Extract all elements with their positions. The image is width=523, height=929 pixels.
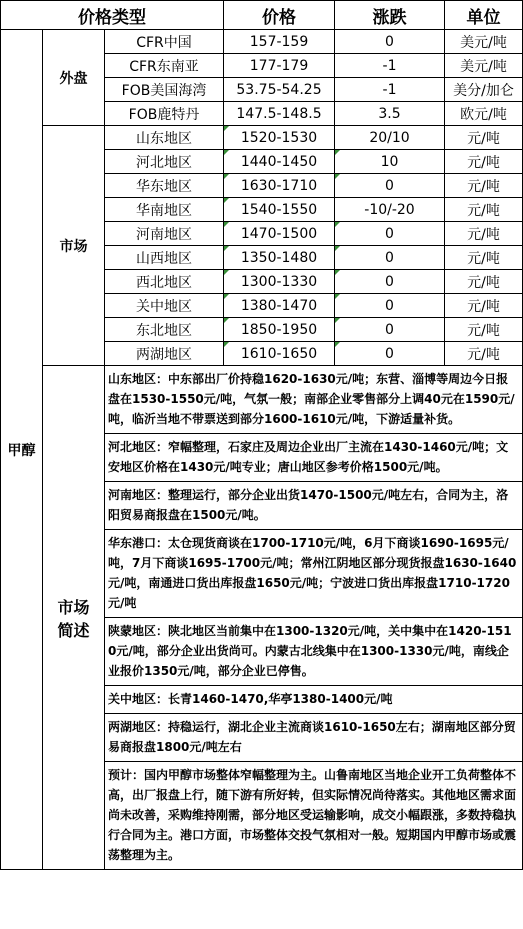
row-unit: 元/吨 [445,246,523,270]
row-price: 53.75-54.25 [224,78,335,102]
group-label-waipan: 外盘 [43,30,105,126]
row-price: 1630-1710 [224,174,335,198]
row-unit: 元/吨 [445,174,523,198]
row-name: FOB美国海湾 [105,78,224,102]
group-label-jianshu [43,366,105,870]
row-name: 关中地区 [105,294,224,318]
row-price: 1850-1950 [224,318,335,342]
table-row [1,126,523,150]
row-price: 1540-1550 [224,198,335,222]
row-unit: 元/吨 [445,126,523,150]
row-name: 河北地区 [105,150,224,174]
note-hebei: 河北地区：窄幅整理，石家庄及周边企业出厂主流在1430-1460元/吨；文安地区价格在1430元/吨专业；唐山地区参考价格1500元/吨。 [105,434,523,482]
row-change: 0 [335,342,445,366]
row-change: 0 [335,270,445,294]
jianshu-label-line2: 简述 [57,620,90,640]
row-change: -1 [335,78,445,102]
note-guanzhong: 关中地区：长青1460-1470,华亭1380-1400元/吨 [105,686,523,714]
row-unit: 元/吨 [445,342,523,366]
row-change: 0 [335,294,445,318]
row-name: 两湖地区 [105,342,224,366]
row-change: -1 [335,54,445,78]
row-price: 1300-1330 [224,270,335,294]
note-henan: 河南地区：整理运行，部分企业出货1470-1500元/吨左右，合同为主，洛阳贸易商报盘在1500元/吨。 [105,482,523,530]
row-change: 0 [335,246,445,270]
header-price: 价格 [224,1,335,30]
row-unit: 元/吨 [445,294,523,318]
note-shandong: 山东地区：中东部出厂价持稳1620-1630元/吨；东营、淄博等周边今日报盘在1530-1550元/吨，气氛一般；南部企业零售部分上调40元在1590元/吨，临沂当地不带票送到部分1600-1610元/吨，下游适量补货。 [105,366,523,434]
row-price: 177-179 [224,54,335,78]
row-name: 东北地区 [105,318,224,342]
row-change: 3.5 [335,102,445,126]
row-price: 1440-1450 [224,150,335,174]
note-shaanmeng: 陕蒙地区：陕北地区当前集中在1300-1320元/吨，关中集中在1420-1510元/吨，部分企业出货尚可。内蒙古北线集中在1300-1330元/吨，南线企业报价1350元/吨，部分企业已停售。 [105,618,523,686]
row-price: 1380-1470 [224,294,335,318]
row-unit: 美元/吨 [445,54,523,78]
product-label: 甲醇 [1,30,43,870]
row-unit: 美元/吨 [445,30,523,54]
row-name: CFR中国 [105,30,224,54]
row-change: -10/-20 [335,198,445,222]
row-change: 10 [335,150,445,174]
row-price: 157-159 [224,30,335,54]
row-unit: 元/吨 [445,270,523,294]
note-forecast: 预计：国内甲醇市场整体窄幅整理为主。山鲁南地区当地企业开工负荷整体不高，出厂报盘上行，随下游有所好转，但实际情况尚待落实。其他地区需求面尚未改善，采购维持刚需，部分地区受运输影响，成交小幅跟涨，多数持稳执行合同为主。港口方面，市场整体交投气氛相对一般。短期国内甲醇市场或震荡整理为主。 [105,762,523,870]
row-change: 20/10 [335,126,445,150]
row-name: 河南地区 [105,222,224,246]
row-price: 1610-1650 [224,342,335,366]
row-price: 1350-1480 [224,246,335,270]
row-unit: 元/吨 [445,198,523,222]
header-unit: 单位 [445,1,523,30]
jianshu-label-line1: 市场 [57,597,90,617]
header-change: 涨跌 [335,1,445,30]
row-unit: 美分/加仑 [445,78,523,102]
row-name: 山东地区 [105,126,224,150]
row-unit: 元/吨 [445,150,523,174]
header-row [1,1,523,30]
row-unit: 欧元/吨 [445,102,523,126]
note-lianghu: 两湖地区：持稳运行，湖北企业主流商谈1610-1650左右；湖南地区部分贸易商报盘1800元/吨左右 [105,714,523,762]
row-change: 0 [335,174,445,198]
row-unit: 元/吨 [445,222,523,246]
row-change: 0 [335,318,445,342]
row-price: 147.5-148.5 [224,102,335,126]
note-row [1,366,523,434]
row-change: 0 [335,30,445,54]
row-price: 1520-1530 [224,126,335,150]
row-name: 西北地区 [105,270,224,294]
row-unit: 元/吨 [445,318,523,342]
row-name: FOB鹿特丹 [105,102,224,126]
group-label-shichang: 市场 [43,126,105,366]
row-price: 1470-1500 [224,222,335,246]
row-name: CFR东南亚 [105,54,224,78]
table-row [1,30,523,54]
row-name: 华东地区 [105,174,224,198]
row-name: 山西地区 [105,246,224,270]
row-name: 华南地区 [105,198,224,222]
header-type: 价格类型 [1,1,224,30]
note-huadong-port: 华东港口：太仓现货商谈在1700-1710元/吨，6月下商谈1690-1695元/吨，7月下商谈1695-1700元/吨；常州江阴地区部分现货报盘1630-1640元/吨，南通进口货出库报盘1650元/吨；宁波进口货出库报盘1710-1720元/吨 [105,530,523,618]
row-change: 0 [335,222,445,246]
